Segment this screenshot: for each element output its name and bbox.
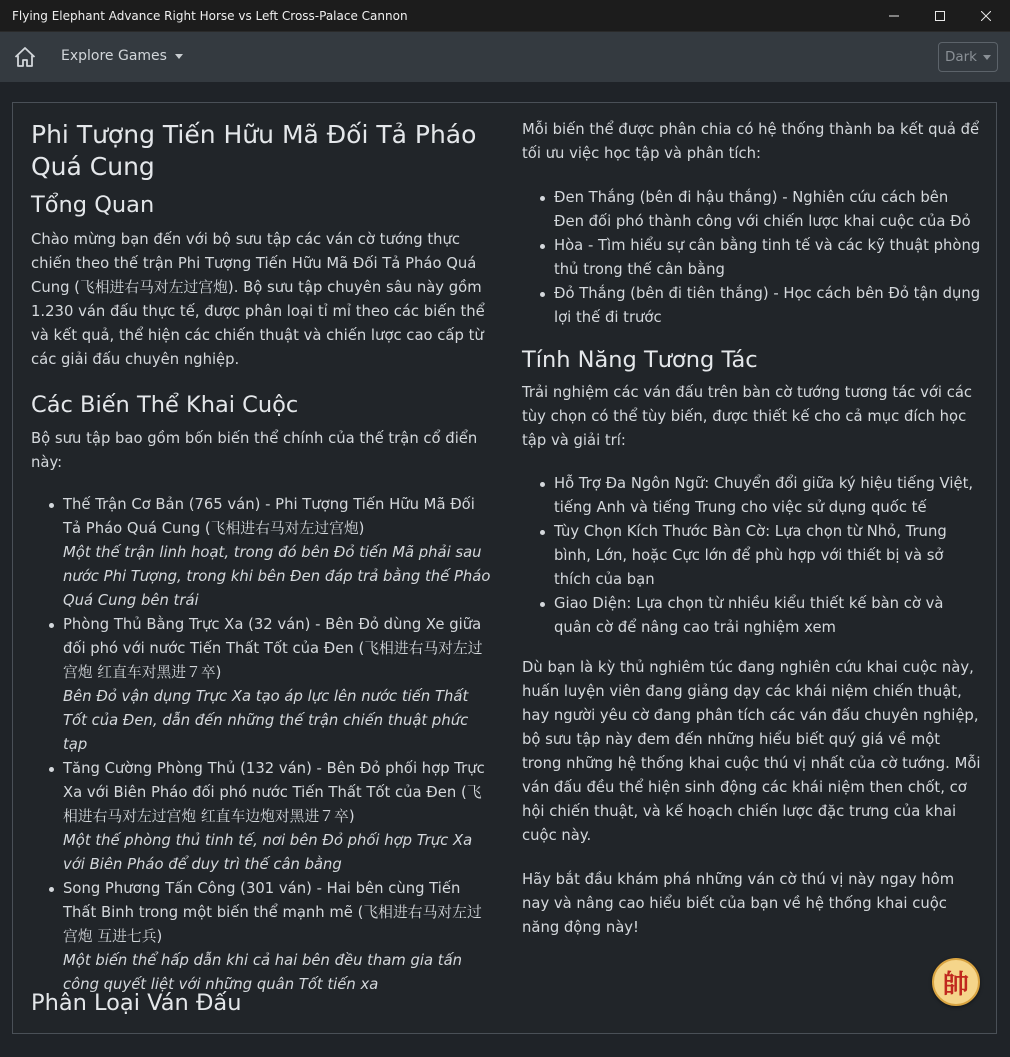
variants-list: [31, 493, 491, 997]
list-item: Giao Diện: Lựa chọn từ nhiều kiểu thiết kế bàn cờ và quân cờ để nâng cao trải nghiệm xem: [522, 592, 982, 640]
overview-text: Chào mừng bạn đến với bộ sưu tập các ván cờ tướng thực chiến theo thế trận Phi Tượng Tiến Hữu Mã Đối Tả Pháo Quá Cung (飞相进右马对左过宫炮). Bộ sưu tập chuyên sâu này gồm 1.230 ván đấu thực tế, được phân loại tỉ mỉ theo các biến thể và kết quả, thể hiện các chiến thuật và chiến lược cao cấp từ các giải đấu chuyên nghiệp.: [31, 231, 485, 368]
maximize-icon: [935, 11, 945, 21]
features-heading: Tính Năng Tương Tác: [522, 347, 758, 373]
list-item: Đen Thắng (bên đi hậu thắng) - Nghiên cứu cách bên Đen đối phó thành công với chiến lược khai cuộc của Đỏ: [522, 186, 982, 234]
explore-games-label: Explore Games: [61, 48, 167, 64]
close-icon: [981, 11, 991, 21]
results-intro: Mỗi biến thể được phân chia có hệ thống thành ba kết quả để tối ưu việc học tập và phân tích:: [522, 121, 980, 162]
list-item: Hỗ Trợ Đa Ngôn Ngữ: Chuyển đổi giữa ký hiệu tiếng Việt, tiếng Anh và tiếng Trung cho việc sử dụng quốc tế: [522, 472, 982, 520]
navbar: [0, 32, 1010, 82]
theme-label: Dark: [944, 49, 978, 65]
minimize-button[interactable]: [871, 0, 917, 32]
window-titlebar: [0, 0, 1010, 32]
closing-call-to-action: Hãy bắt đầu khám phá những ván cờ thú vị này ngay hôm nay và nâng cao hiểu biết của bạn về hệ thống khai cuộc năng động này!: [522, 871, 955, 936]
list-item: [31, 757, 491, 877]
closing-paragraph: Dù bạn là kỳ thủ nghiêm túc đang nghiên cứu khai cuộc này, huấn luyện viên đang giảng dạy các khái niệm chiến thuật, hay người yêu cờ đang phân tích các ván đấu chuyên nghiệp, bộ sưu tập này đem đến những hiểu biết quý giá về một trong những hệ thống khai cuộc thú vị nhất của cờ tướng. Mỗi ván đấu đều thể hiện sinh động các khái niệm then chốt, cơ hội chiến thuật, và kế hoạch chiến lược đặc trưng của khai cuộc này.: [522, 659, 981, 844]
variants-heading: Các Biến Thể Khai Cuộc: [31, 392, 299, 418]
close-button[interactable]: [963, 0, 1009, 32]
results-list: [522, 186, 982, 330]
main-content: [12, 102, 997, 1034]
theme-dropdown[interactable]: [938, 42, 998, 72]
badge-glyph: 帥: [942, 969, 969, 1000]
features-intro: Trải nghiệm các ván đấu trên bàn cờ tướng tương tác với các tùy chọn có thể tùy biến, được thiết kế cho cả mục đích học tập và giải trí:: [522, 384, 973, 449]
list-item: [31, 877, 491, 997]
minimize-icon: [889, 11, 899, 21]
variant-description: Một thế trận linh hoạt, trong đó bên Đỏ tiến Mã phải sau nước Phi Tượng, trong khi bên Đen đáp trả bằng thế Pháo Quá Cung bên trái: [63, 544, 491, 609]
list-item: Hòa - Tìm hiểu sự cân bằng tinh tế và các kỹ thuật phòng thủ trong thế cân bằng: [522, 234, 982, 282]
variant-title: Thế Trận Cơ Bản (765 ván) - Phi Tượng Tiến Hữu Mã Đối Tả Pháo Quá Cung (飞相进右马对左过宫炮): [63, 496, 475, 537]
chevron-down-icon: [983, 55, 991, 60]
list-item: Tùy Chọn Kích Thước Bàn Cờ: Lựa chọn từ Nhỏ, Trung bình, Lớn, hoặc Cực lớn để phù hợp với thiết bị và sở thích của bạn: [522, 520, 982, 592]
window-title: Flying Elephant Advance Right Horse vs Left Cross-Palace Cannon: [12, 9, 408, 23]
home-icon[interactable]: [13, 45, 37, 69]
list-item: [31, 493, 491, 613]
general-piece-icon[interactable]: [932, 958, 980, 1006]
variant-title: Phòng Thủ Bằng Trực Xa (32 ván) - Bên Đỏ dùng Xe giữa đối phó với nước Tiến Thất Tốt của Đen (飞相进右马对左过宫炮 红直车对黑进７卒): [63, 616, 483, 681]
list-item: Đỏ Thắng (bên đi tiên thắng) - Học cách bên Đỏ tận dụng lợi thế đi trước: [522, 282, 982, 330]
list-item: [31, 613, 491, 757]
variant-title: Tăng Cường Phòng Thủ (132 ván) - Bên Đỏ phối hợp Trực Xa với Biên Pháo đối phó nước Tiến Thất Tốt của Đen (飞相进右马对左过宫炮 红直车边炮对黑进７卒): [63, 760, 485, 825]
variant-description: Một biến thể hấp dẫn khi cả hai bên đều tham gia tấn công quyết liệt với những quân Tốt tiến xa: [63, 952, 463, 993]
explore-games-dropdown[interactable]: [61, 48, 183, 64]
chevron-down-icon: [175, 54, 183, 59]
classification-heading: Phân Loại Ván Đấu: [31, 990, 242, 1016]
features-list: [522, 472, 982, 640]
overview-heading: Tổng Quan: [31, 192, 155, 218]
variant-title: Song Phương Tấn Công (301 ván) - Hai bên cùng Tiến Thất Binh trong một biến thể mạnh mẽ (飞相进右马对左过宫炮 互进七兵): [63, 880, 482, 945]
variant-description: Bên Đỏ vận dụng Trực Xa tạo áp lực lên nước tiến Thất Tốt của Đen, dẫn đến những thế trận chiến thuật phức tạp: [63, 688, 469, 753]
variants-intro: Bộ sưu tập bao gồm bốn biến thể chính của thế trận cổ điển này:: [31, 430, 478, 471]
variant-description: Một thế phòng thủ tinh tế, nơi bên Đỏ phối hợp Trực Xa với Biên Pháo để duy trì thế cân bằng: [63, 832, 473, 873]
maximize-button[interactable]: [917, 0, 963, 32]
page-title: Phi Tượng Tiến Hữu Mã Đối Tả Pháo Quá Cung: [31, 120, 477, 181]
